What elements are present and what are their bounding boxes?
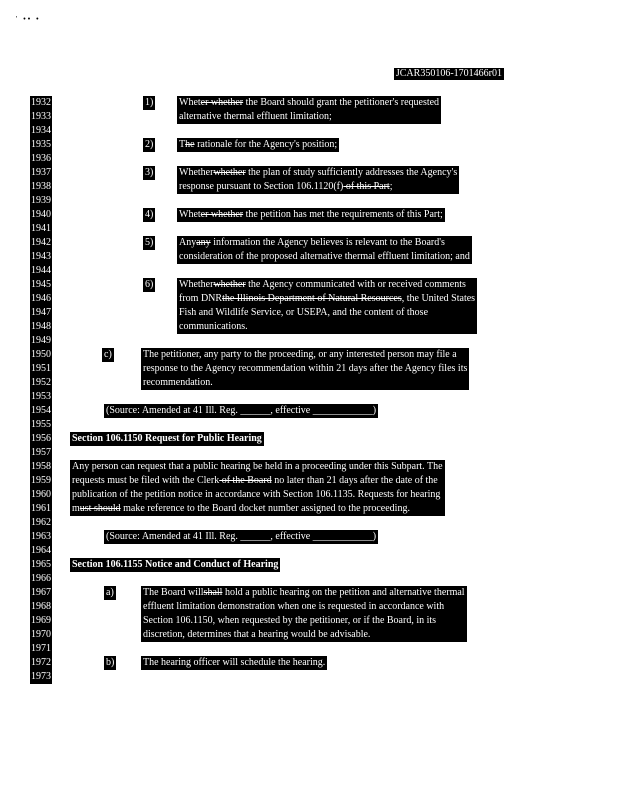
paragraph-label: c) [104, 349, 112, 360]
line-number: 1941 [31, 223, 51, 234]
line-number: 1972 [31, 657, 51, 668]
paragraph-label: a) [106, 587, 114, 598]
line-number: 1937 [31, 167, 51, 178]
scan-artifact: ' •• • [16, 16, 41, 23]
item-label: 1) [145, 97, 154, 108]
line-number: 1947 [31, 307, 51, 318]
line-number: 1948 [31, 321, 51, 332]
section-heading: Section 106.1150 Request for Public Hearing [72, 433, 262, 444]
line-number-gutter [30, 96, 52, 684]
line-number: 1943 [31, 251, 51, 262]
line-number: 1959 [31, 475, 51, 486]
item-1-text: Wheter whether the Board should grant the petitioner's requested alternative thermal effluent limitation; [179, 97, 440, 122]
line-number: 1950 [31, 349, 51, 360]
item-3-text: Whetherwhether the plan of study sufficiently addresses the Agency's response pursuant to Section 106.1120(f) of this Part; [179, 167, 458, 192]
item-label: 5) [145, 237, 154, 248]
line-number: 1958 [31, 461, 51, 472]
item-label: 4) [145, 209, 154, 220]
item-label: 6) [145, 279, 154, 290]
line-number: 1954 [31, 405, 51, 416]
line-number: 1953 [31, 391, 51, 402]
line-number: 1971 [31, 643, 51, 654]
line-number: 1932 [31, 97, 51, 108]
line-number: 1956 [31, 433, 51, 444]
line-number: 1952 [31, 377, 51, 388]
source-note: (Source: Amended at 41 Ill. Reg. ______, effective ____________) [106, 531, 377, 542]
line-number: 1969 [31, 615, 51, 626]
paragraph-c-text: The petitioner, any party to the proceeding, or any interested person may file a response to the Agency recommendation within 21 days after the Agency files its recommendation. [143, 349, 468, 388]
line-number: 1936 [31, 153, 51, 164]
line-number: 1973 [31, 671, 51, 682]
line-number: 1957 [31, 447, 51, 458]
line-number: 1967 [31, 587, 51, 598]
line-number: 1945 [31, 279, 51, 290]
item-6-text: Whetherwhether the Agency communicated with or received comments from DNRthe Illinois Department of Natural Resources, the United States Fish and Wildlife Service, or USEPA, and the content of those communications. [179, 279, 476, 332]
line-number: 1935 [31, 139, 51, 150]
item-label: 2) [145, 139, 154, 150]
line-number: 1955 [31, 419, 51, 430]
line-number: 1964 [31, 545, 51, 556]
line-number: 1940 [31, 209, 51, 220]
line-number: 1962 [31, 517, 51, 528]
line-number: 1963 [31, 531, 51, 542]
line-number: 1968 [31, 601, 51, 612]
line-number: 1938 [31, 181, 51, 192]
line-number: 1934 [31, 125, 51, 136]
item-2-text: The rationale for the Agency's position; [179, 139, 338, 150]
source-note: (Source: Amended at 41 Ill. Reg. ______, effective ____________) [106, 405, 377, 416]
line-number: 1960 [31, 489, 51, 500]
line-number: 1946 [31, 293, 51, 304]
item-5-text: Anyany information the Agency believes is relevant to the Board's consideration of the proposed alternative thermal effluent limitation; and [179, 237, 470, 262]
line-number: 1970 [31, 629, 51, 640]
document-code: JCAR350106-1701466r01 [395, 68, 502, 79]
section-1150-body: Any person can request that a public hearing be held in a proceeding under this Subpart. The requests must be filed with the Clerk of the Board no later than 21 days after the date of the publication of the petition notice in accordance with Section 106.1135. Requests for hearing must should make reference to the Board docket number assigned to the proceeding. [72, 461, 443, 514]
line-number: 1966 [31, 573, 51, 584]
section-heading: Section 106.1155 Notice and Conduct of Hearing [72, 559, 279, 570]
item-4-text: Wheter whether the petition has met the requirements of this Part; [179, 209, 443, 220]
paragraph-a-text: The Board willshall hold a public hearing on the petition and alternative thermal effluent limitation demonstration when one is requested in accordance with Section 106.1150, when requested by the petitioner, or if the Board, in its discretion, determines that a hearing would be advisable. [143, 587, 465, 640]
line-number: 1965 [31, 559, 51, 570]
line-number: 1944 [31, 265, 51, 276]
line-number: 1949 [31, 335, 51, 346]
line-number: 1961 [31, 503, 51, 514]
line-number: 1951 [31, 363, 51, 374]
item-label: 3) [145, 167, 154, 178]
paragraph-label: b) [106, 657, 115, 668]
line-number: 1933 [31, 111, 51, 122]
line-number: 1942 [31, 237, 51, 248]
line-number: 1939 [31, 195, 51, 206]
paragraph-b-text: The hearing officer will schedule the hearing. [143, 657, 326, 668]
